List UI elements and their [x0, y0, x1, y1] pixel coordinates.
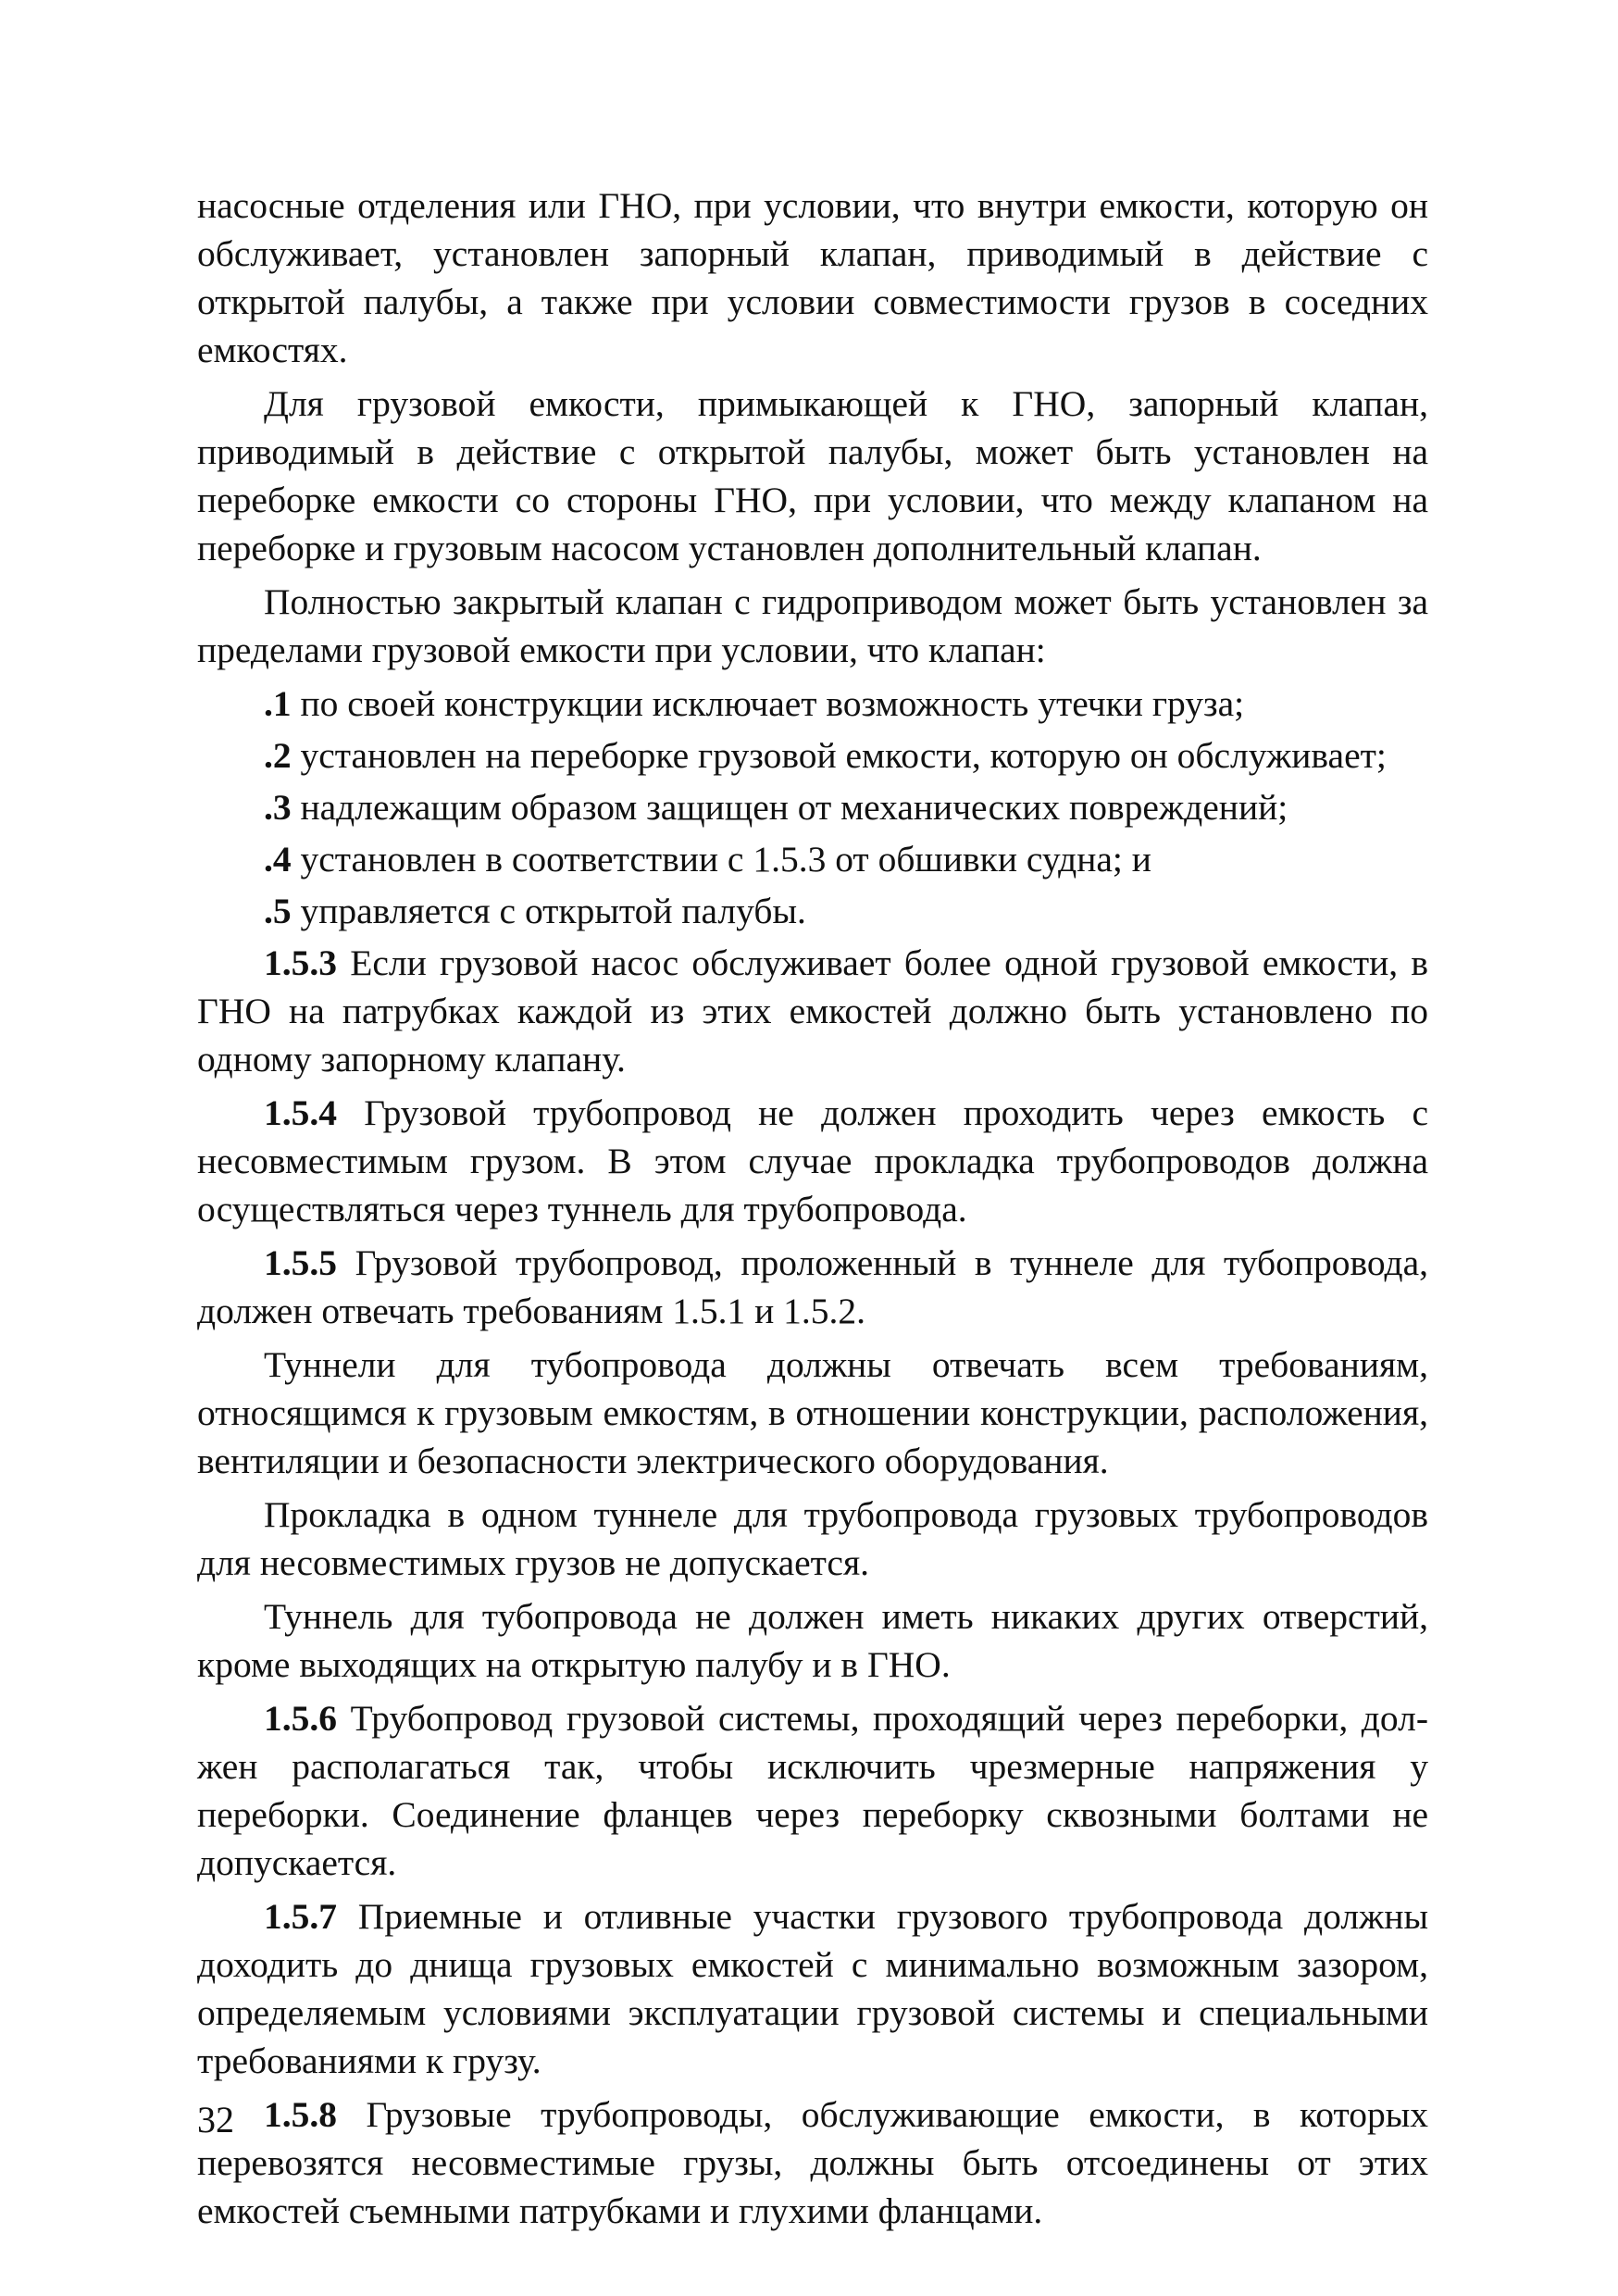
paragraph: Туннели для тубопровода должны отвечать всем требованиям, относящимся к грузовым емкостям, в отношении конструкции, расположения, вентиляции и безопасности электрического оборудования. [197, 1344, 1428, 1481]
section-number: 1.5.8 [264, 2094, 337, 2135]
list-item-number: .4 [264, 839, 292, 880]
section-number: 1.5.4 [264, 1092, 337, 1133]
paragraph-continuation: насосные отделения или ГНО, при условии, что внутри емкости, которую он обслуживает, установлен запорный клапан, приводимый в действие с открытой палубы, а также при условии совместимости грузов в соседних емкостях. [197, 185, 1428, 370]
paragraph: Полностью закрытый клапан с гидроприводом может быть установлен за пределами грузовой емкости при условии, что клапан: [197, 581, 1428, 670]
section-text: Грузовой трубопровод не должен проходить через емкость с несовместимым грузом. В этом случае прокладка трубопроводов должна осуществляться через туннель для трубопровода. [197, 1092, 1429, 1229]
section-text: Грузовые трубопроводы, обслуживающие емкости, в которых перевозятся несовместимые грузы, должны быть отсоединены от этих емкостей съемными патрубками и глухими фланцами. [197, 2094, 1428, 2231]
section-paragraph-1-5-5 [197, 1239, 1428, 1335]
list-item-number: .1 [264, 683, 292, 724]
list-item [197, 731, 1428, 780]
section-text: Грузовой трубопровод, проложенный в туннеле для тубопровода, должен отвечать требованиям 1.5.1 и 1.5.2. [197, 1242, 1428, 1331]
paragraph: Туннель для тубопровода не должен иметь никаких других отверстий, кроме выходящих на открытую палубу и в ГНО. [197, 1596, 1428, 1685]
section-number: 1.5.6 [264, 1698, 337, 1739]
paragraph: Прокладка в одном туннеле для трубопровода грузовых трубопроводов для несовместимых грузов не допускается. [197, 1494, 1428, 1583]
page-body [197, 181, 1428, 2240]
list-item [197, 887, 1428, 935]
section-text: Трубопровод грузовой системы, проходящий через переборки, должен располагаться так, чтобы исключить чрезмерные напряжения у переборки. Соединение фланцев через переборку сквозными болтами не допускается. [197, 1698, 1429, 1883]
page-number: 32 [197, 2099, 234, 2140]
section-text: Приемные и отливные участки грузового трубопровода должны доходить до днища грузовых емкостей с минимально возможным зазором, определяемым условиями эксплуатации грузовой системы и специальными требованиями к грузу. [197, 1896, 1429, 2081]
section-number: 1.5.5 [264, 1242, 337, 1283]
list-item-number: .5 [264, 891, 292, 931]
section-number: 1.5.3 [264, 942, 337, 983]
list-item-number: .3 [264, 787, 292, 828]
list-item [197, 835, 1428, 883]
list-item [197, 783, 1428, 831]
section-paragraph-1-5-6 [197, 1694, 1428, 1887]
section-paragraph-1-5-8 [197, 2090, 1428, 2235]
paragraph: Для грузовой емкости, примыкающей к ГНО, запорный клапан, приводимый в действие с открытой палубы, может быть установлен на переборке емкости со стороны ГНО, при условии, что между клапаном на переборке и грузовым насосом установлен дополнительный клапан. [197, 383, 1428, 568]
section-paragraph-1-5-3 [197, 939, 1428, 1083]
list-item-text: управляется с открытой палубы. [300, 891, 806, 931]
section-number: 1.5.7 [264, 1896, 337, 1937]
list-item [197, 680, 1428, 728]
section-text: Если грузовой насос обслуживает более одной грузовой емкости, в ГНО на патрубках каждой из этих емкостей должно быть установлено по одному запорному клапану. [197, 942, 1428, 1079]
list-item-text: надлежащим образом защищен от механических повреждений; [300, 787, 1288, 828]
list-item-text: установлен на переборке грузовой емкости, которую он обслуживает; [300, 735, 1387, 776]
list-item-text: установлен в соответствии с 1.5.3 от обшивки судна; и [300, 839, 1151, 880]
list-item-text: по своей конструкции исключает возможность утечки груза; [300, 683, 1245, 724]
section-paragraph-1-5-4 [197, 1089, 1428, 1233]
list-item-number: .2 [264, 735, 292, 776]
section-paragraph-1-5-7 [197, 1892, 1428, 2085]
